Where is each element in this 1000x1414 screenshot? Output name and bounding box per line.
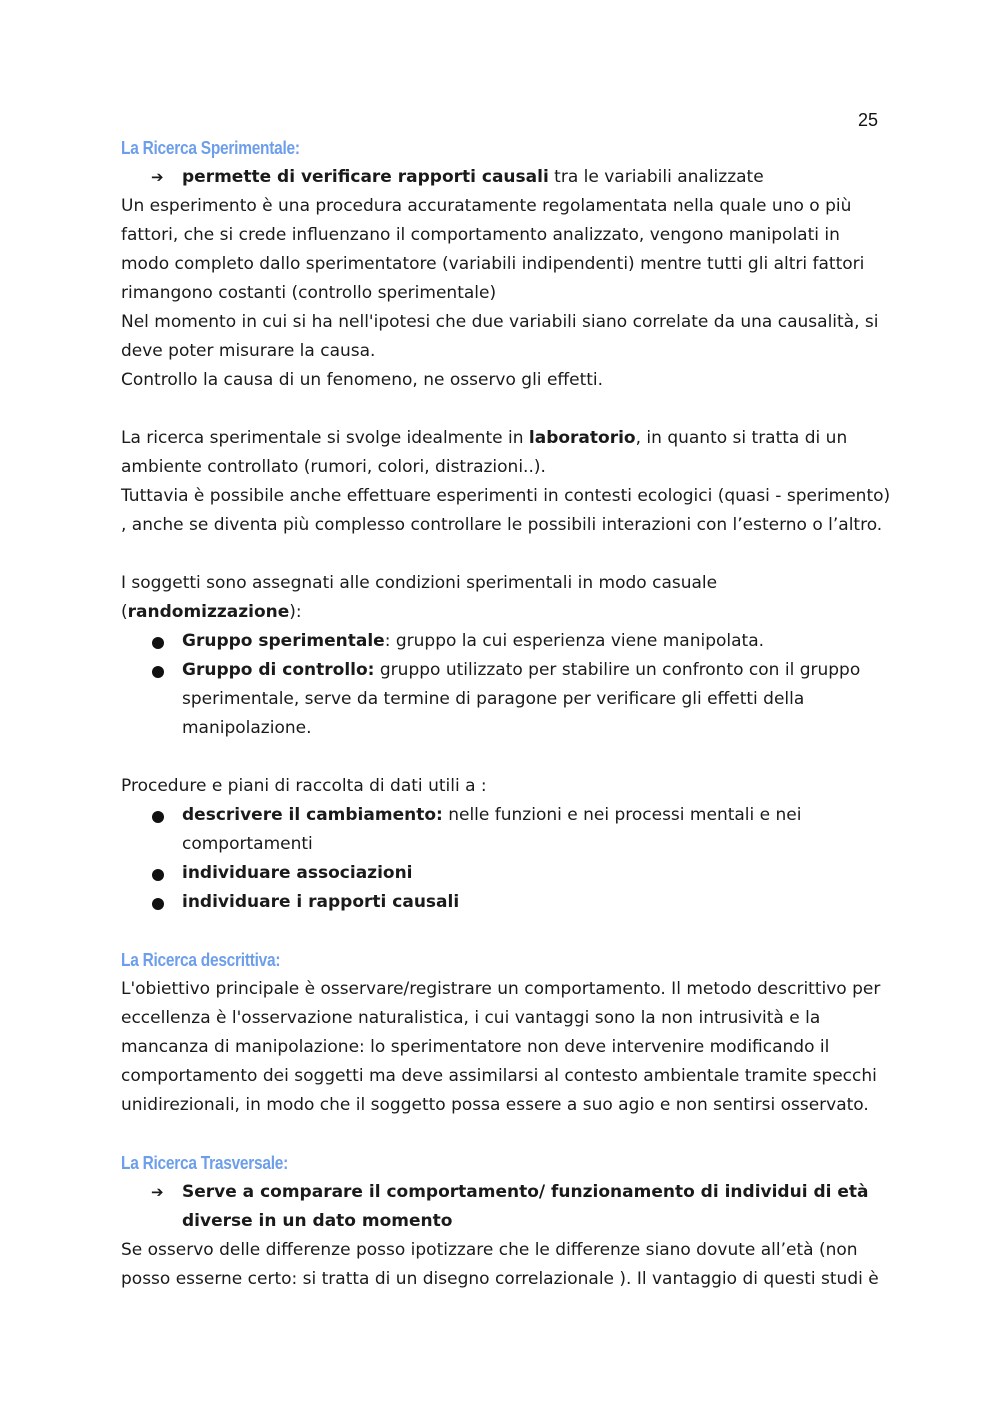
paragraph: Un esperimento è una procedura accuratamente regolamentata nella quale uno o più fattori, che si crede influenzano il comportamento analizzato, vengono manipolati in modo completo dallo sperimentatore (variabili indipendenti) mentre tutti gli altri fattori rimangono costanti (controllo sperimentale) — [121, 196, 865, 303]
paragraph: Procedure e piani di raccolta di dati utili a : — [121, 776, 487, 796]
arrow-icon: ➔ — [151, 168, 164, 186]
list-item: individuare i rapporti causali — [121, 888, 891, 917]
bullet-icon — [152, 666, 164, 678]
paragraph: Tuttavia è possibile anche effettuare esperimenti in contesti ecologici (quasi - sperimento) , anche se diventa più complesso controllare le possibili interazioni con l’esterno o l’altro. — [121, 486, 891, 535]
paragraph: La ricerca sperimentale si svolge idealmente in laboratorio, in quanto si tratta di un ambiente controllato (rumori, colori, distrazioni..). — [121, 428, 848, 477]
groups-list — [121, 627, 891, 743]
heading-ricerca-descrittiva: La Ricerca descrittiva: — [121, 950, 281, 970]
paragraph: Controllo la causa di un fenomeno, ne osservo gli effetti. — [121, 370, 604, 390]
bullet-text: tra le variabili analizzate — [548, 167, 764, 187]
heading-ricerca-sperimentale: La Ricerca Sperimentale: — [121, 138, 300, 158]
arrow-icon: ➔ — [151, 1183, 164, 1201]
page-number: 25 — [858, 110, 879, 130]
bullet-icon — [152, 811, 164, 823]
paragraph: I soggetti sono assegnati alle condizioni sperimentali in modo casuale (randomizzazione): — [121, 573, 718, 622]
list-item: Gruppo di controllo: gruppo utilizzato per stabilire un confronto con il gruppo sperimentale, serve da termine di paragone per verificare gli effetti della manipolazione. — [121, 656, 891, 743]
paragraph: Nel momento in cui si ha nell'ipotesi che due variabili siano correlate da una causalità, si deve poter misurare la causa. — [121, 312, 879, 361]
list-item — [121, 163, 891, 192]
bullet-icon — [152, 869, 164, 881]
bullet-icon — [152, 898, 164, 910]
paragraph: Se osservo delle differenze posso ipotizzare che le differenze siano dovute all’età (non posso esserne certo: si tratta di un disegno correlazionale ). Il vantaggio di questi studi è — [121, 1240, 879, 1289]
list-item: Gruppo sperimentale: gruppo la cui esperienza viene manipolata. — [121, 627, 891, 656]
heading-ricerca-trasversale: La Ricerca Trasversale: — [121, 1153, 289, 1173]
trasversale-arrow-list — [121, 1178, 891, 1236]
page-content — [121, 134, 891, 1294]
list-item: individuare associazioni — [121, 859, 891, 888]
bullet-bold-text: permette di verificare rapporti causali — [182, 167, 549, 187]
list-item — [121, 1178, 891, 1236]
paragraph: L'obiettivo principale è osservare/registrare un comportamento. Il metodo descrittivo per eccellenza è l'osservazione naturalistica, i cui vantaggi sono la non intrusività e la mancanza di manipolazione: lo sperimentatore non deve intervenire modificando il comportamento dei soggetti ma deve assimilarsi al contesto ambientale tramite specchi unidirezionali, in modo che il soggetto possa essere a suo agio e non sentirsi osservato. — [121, 979, 881, 1115]
bullet-bold-text: Serve a comparare il comportamento/ funzionamento di individui di età diverse in un dato momento — [182, 1182, 869, 1231]
bullet-icon — [152, 637, 164, 649]
aims-list — [121, 801, 891, 917]
sperimentale-arrow-list — [121, 163, 891, 192]
list-item: descrivere il cambiamento: nelle funzioni e nei processi mentali e nei comportamenti — [121, 801, 891, 859]
